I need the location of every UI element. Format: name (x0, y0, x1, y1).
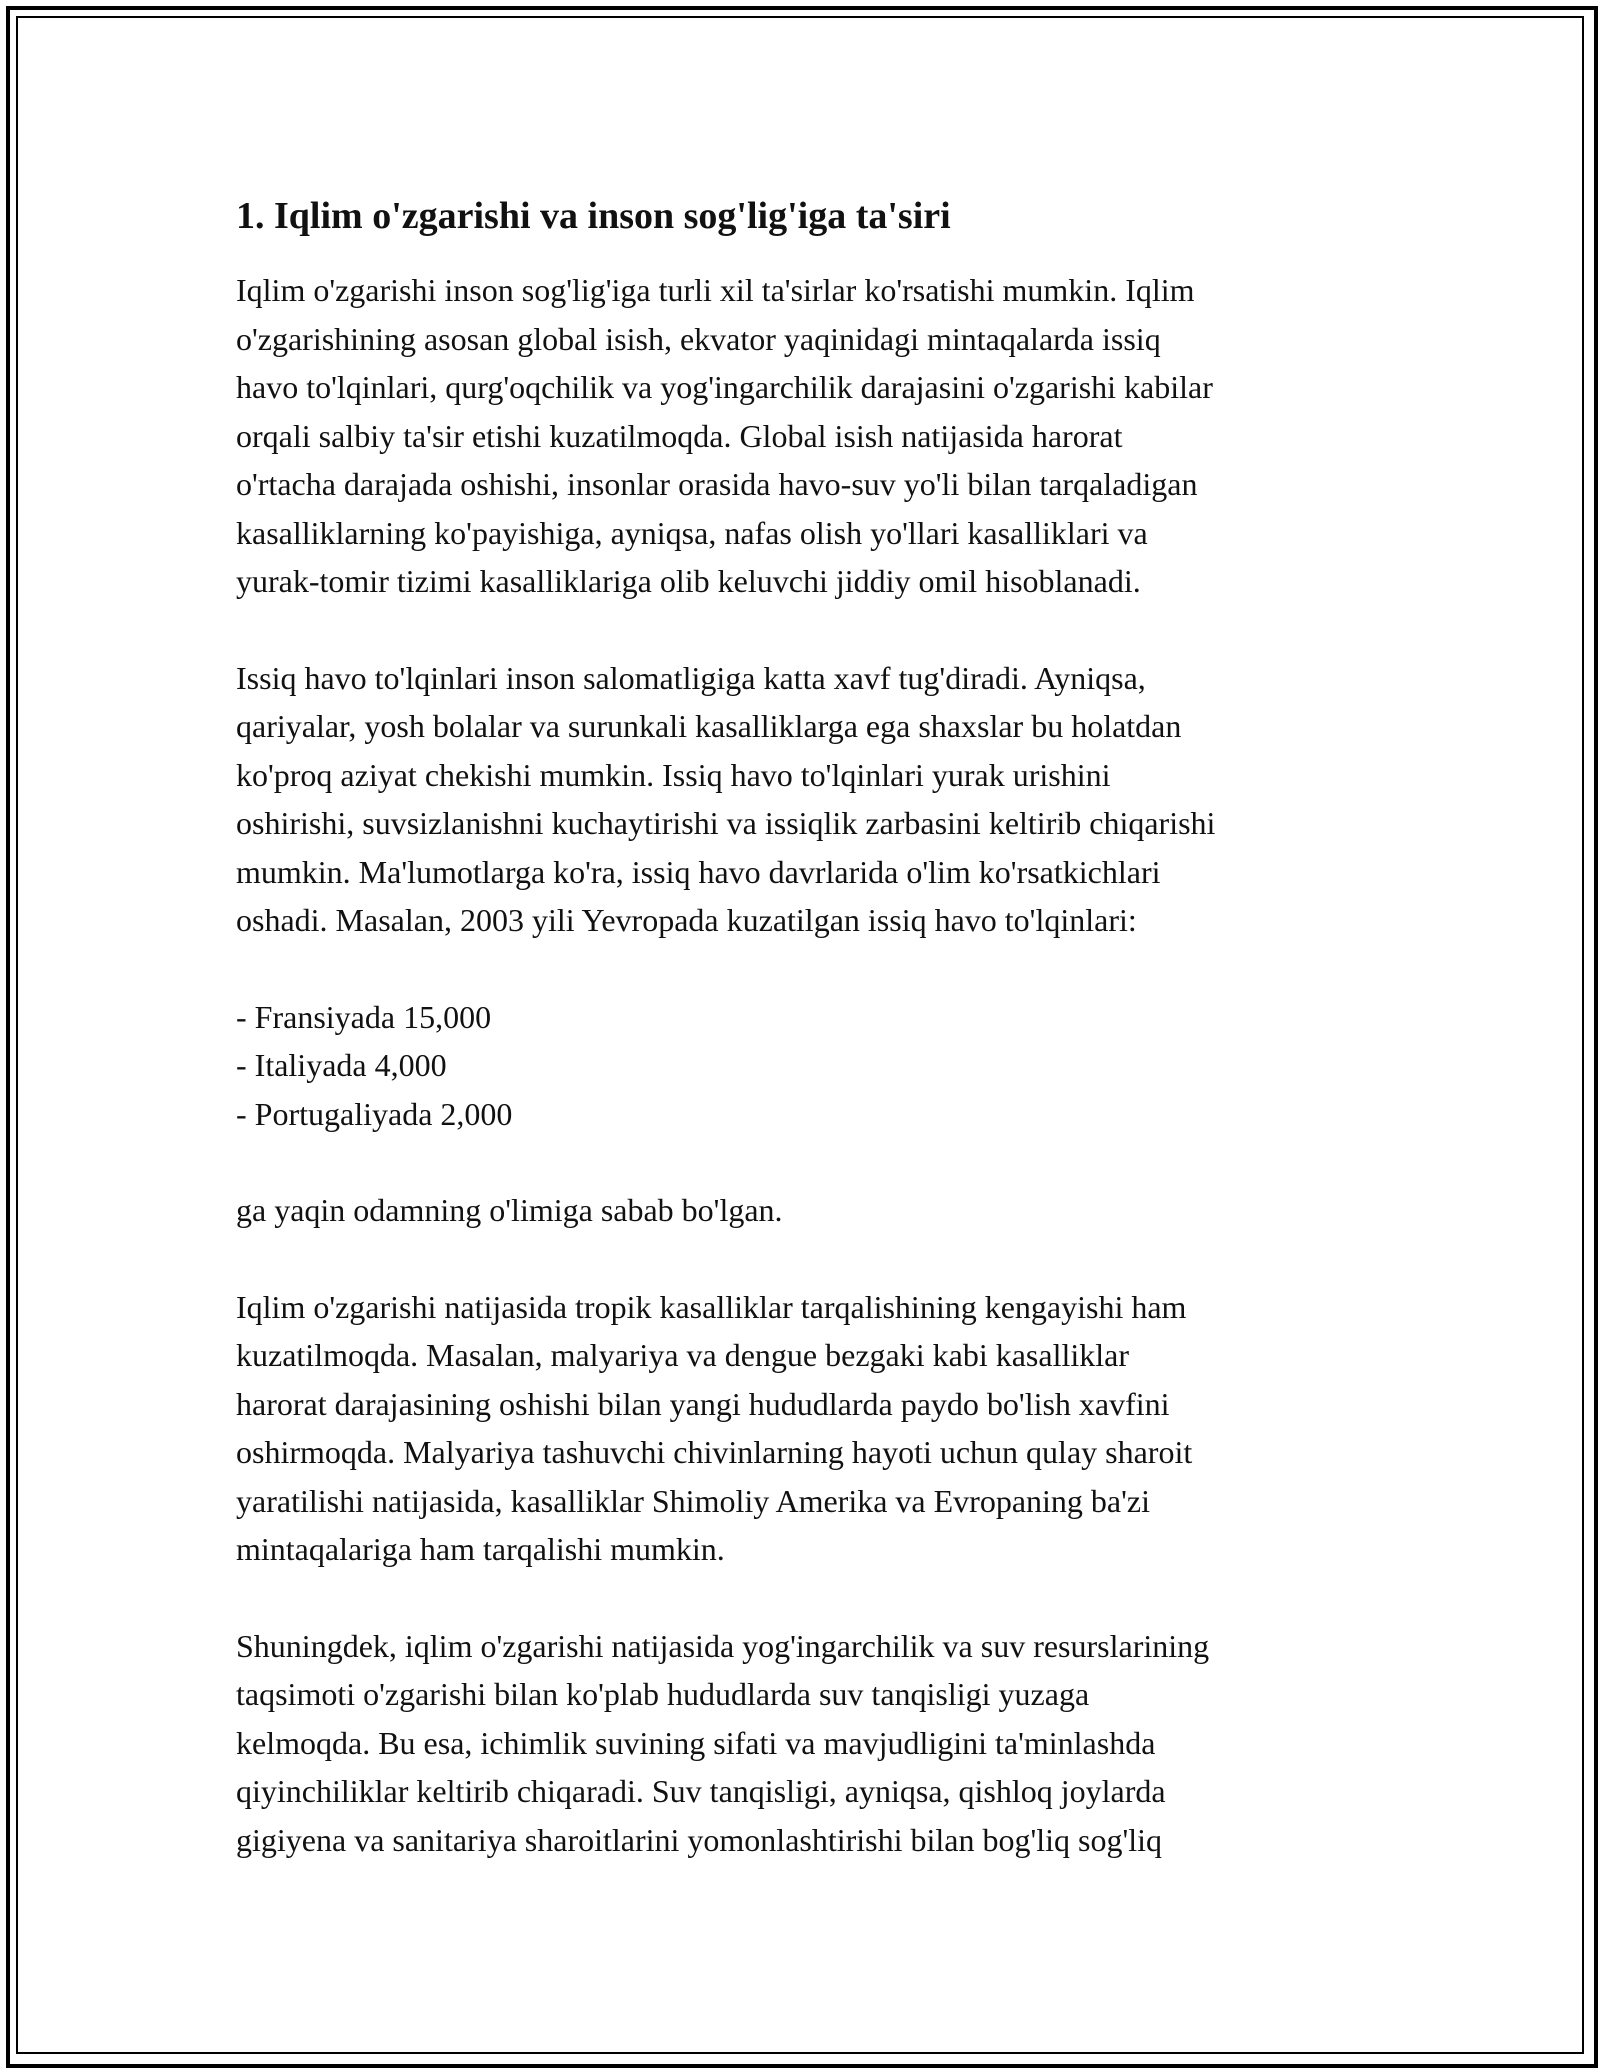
text-line: Issiq havo to'lqinlari inson salomatligiga katta xavf tug'diradi. Ayniqsa, (236, 659, 1146, 696)
list-item: - Portugaliyada 2,000 (236, 1095, 513, 1132)
text-line: Iqlim o'zgarishi inson sog'lig'iga turli xil ta'sirlar ko'rsatishi mumkin. Iqlim (236, 272, 1195, 308)
text-line: Shuningdek, iqlim o'zgarishi natijasida yog'ingarchilik va suv resurslarining (236, 1627, 1210, 1664)
paragraph-tropical-diseases (236, 1283, 1366, 1574)
list-item: - Fransiyada 15,000 (236, 998, 492, 1035)
text-line: orqali salbiy ta'sir etishi kuzatilmoqda. Global isish natijasida harorat (236, 417, 1123, 454)
heatwave-deaths-list (236, 993, 1366, 1139)
paragraph-list-conclusion (236, 1186, 1366, 1235)
paragraph-water-scarcity (236, 1622, 1366, 1865)
text-line: o'rtacha darajada oshishi, insonlar orasida havo-suv yo'li bilan tarqaladigan (236, 466, 1198, 502)
text-line: mumkin. Ma'lumotlarga ko'ra, issiq havo davrlarida o'lim ko'rsatkichlari (236, 853, 1161, 890)
text-line: kelmoqda. Bu esa, ichimlik suvining sifati va mavjudligini ta'minlashda (236, 1724, 1156, 1761)
text-line: yurak-tomir tizimi kasalliklariga olib keluvchi jiddiy omil hisoblanadi. (236, 563, 1141, 599)
text-line: ko'proq aziyat chekishi mumkin. Issiq havo to'lqinlari yurak urishini (236, 756, 1111, 793)
document-body (236, 186, 1366, 1912)
text-line: qariyalar, yosh bolalar va surunkali kasalliklarga ega shaxslar bu holatdan (236, 708, 1182, 744)
text-line: kuzatilmoqda. Masalan, malyariya va dengue bezgaki kabi kasalliklar (236, 1337, 1129, 1373)
list-item: - Italiyada 4,000 (236, 1047, 447, 1083)
text-line: kasalliklarning ko'payishiga, ayniqsa, nafas olish yo'llari kasalliklari va (236, 514, 1148, 551)
text-line: Iqlim o'zgarishi natijasida tropik kasalliklar tarqalishining kengayishi ham (236, 1288, 1187, 1325)
text-line: oshirishi, suvsizlanishni kuchaytirishi va issiqlik zarbasini keltirib chiqarishi (236, 805, 1216, 841)
text-line: o'zgarishining asosan global isish, ekvator yaqinidagi mintaqalarda issiq (236, 320, 1161, 357)
paragraph-climate-health (236, 266, 1366, 606)
text-line: yaratilishi natijasida, kasalliklar Shimoliy Amerika va Evropaning ba'zi (236, 1482, 1150, 1519)
text-line: qiyinchiliklar keltirib chiqaradi. Suv tanqisligi, ayniqsa, qishloq joylarda (236, 1773, 1166, 1809)
text-line: oshadi. Masalan, 2003 yili Yevropada kuzatilgan issiq havo to'lqinlari: (236, 902, 1137, 938)
text-line: harorat darajasining oshishi bilan yangi hududlarda paydo bo'lish xavfini (236, 1385, 1170, 1422)
paragraph-heat-waves (236, 654, 1366, 945)
section-heading: 1. Iqlim o'zgarishi va inson sog'lig'iga ta'siri (236, 195, 951, 237)
text-line: gigiyena va sanitariya sharoitlarini yomonlashtirishi bilan bog'liq sog'liq (236, 1821, 1163, 1858)
text-line: oshirmoqda. Malyariya tashuvchi chivinlarning hayoti uchun qulay sharoit (236, 1434, 1193, 1470)
text-line: havo to'lqinlari, qurg'oqchilik va yog'ingarchilik darajasini o'zgarishi kabilar (236, 369, 1213, 405)
text-line: ga yaqin odamning o'limiga sabab bo'lgan. (236, 1192, 783, 1228)
text-line: taqsimoti o'zgarishi bilan ko'plab hududlarda suv tanqisligi yuzaga (236, 1676, 1090, 1712)
text-line: mintaqalariga ham tarqalishi mumkin. (236, 1531, 725, 1567)
